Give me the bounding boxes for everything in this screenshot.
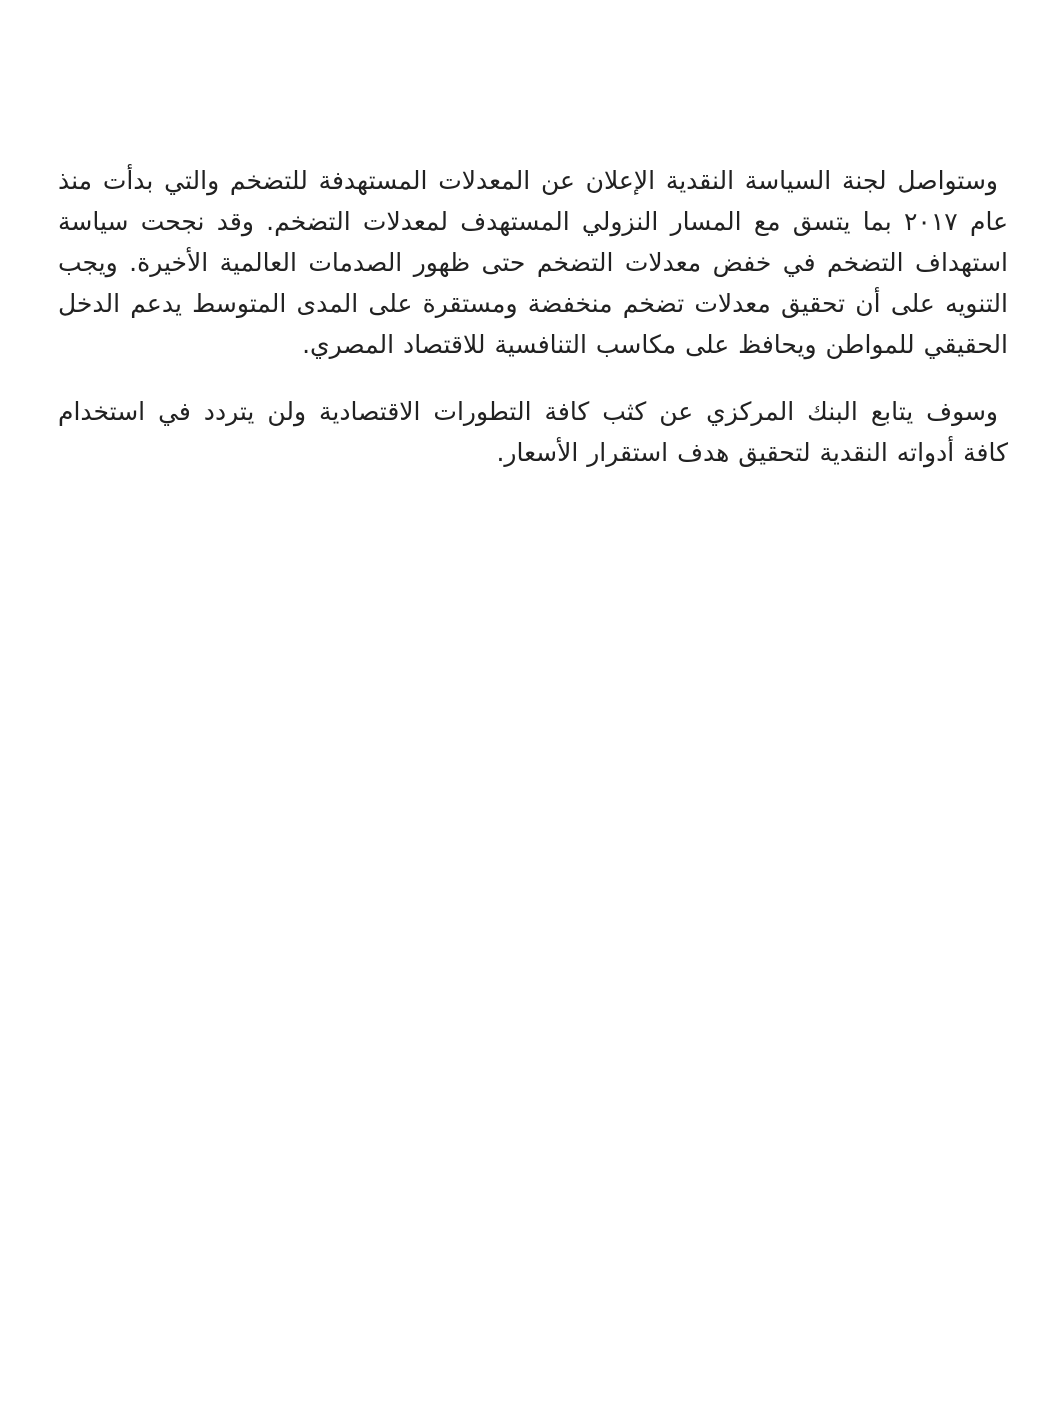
paragraph-monetary-policy-targets: وستواصل لجنة السياسة النقدية الإعلان عن المعدلات المستهدفة للتضخم والتي بدأت منذ عام ٢٠١٧ بما يتسق مع المسار النزولي المستهدف لمعدلات التضخم. وقد نجحت سياسة استهداف التضخم في خفض معدلات التضخم حتى ظهور الصدمات العالمية الأخيرة. ويجب التنويه على أن تحقيق معدلات تضخم منخفضة ومستقرة على المدى المتوسط يدعم الدخل الحقيقي للمواطن ويحافظ على مكاسب التنافسية للاقتصاد المصري. [58,166,1008,359]
document-body [58,160,1008,473]
paragraph-central-bank-commitment: وسوف يتابع البنك المركزي عن كثب كافة التطورات الاقتصادية ولن يتردد في استخدام كافة أدواته النقدية لتحقيق هدف استقرار الأسعار. [58,397,1008,467]
